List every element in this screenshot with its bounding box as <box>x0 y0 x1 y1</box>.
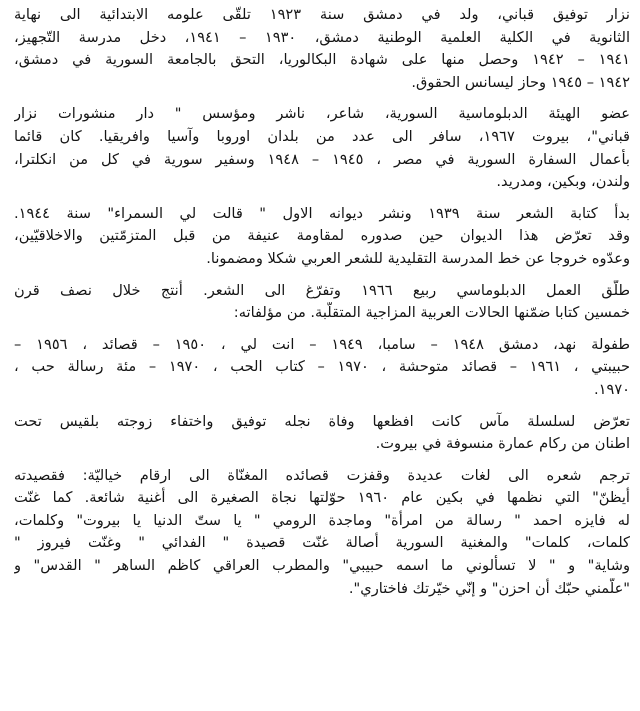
text-line: ولندن، وبكين، ومدريد. <box>496 173 630 191</box>
paragraph-translations-songs <box>14 465 630 601</box>
paragraph-tragedies <box>14 411 630 456</box>
text-line: أيظنّ" التي نظمها في بكين عام ١٩٦٠ حوّلتها نجاة الصغيرة الى أغنية شائعة. كما غنّت <box>14 489 630 507</box>
text-line: وعدّوه خروجا عن خط المدرسة التقليدية للشعر العربي شكلا ومضمونا. <box>206 249 630 267</box>
paragraph-diplomatic-career <box>14 103 630 193</box>
text-line: ١٩٤٢ – ١٩٤٥ وحاز ليسانس الحقوق. <box>411 73 630 91</box>
text-line: طلّق العمل الدبلوماسي ربيع ١٩٦٦ وتفرّغ الى الشعر. أنتج خلال نصف قرن <box>14 281 630 299</box>
text-line: بأعمال السفارة السورية في مصر ، ١٩٤٥ – ١٩٤٨ وسفير سورية في كل من انكلترا، <box>14 150 630 168</box>
text-line: ١٩٤١ – ١٩٤٢ وحصل منها على شهادة البكالوريا، التحق بالجامعة السورية في دمشق، <box>14 51 630 69</box>
text-line: طفولة نهد، دمشق ١٩٤٨ – سامبا، ١٩٤٩ – انت لي ، ١٩٥٠ – قصائد ، ١٩٥٦ – <box>14 335 630 353</box>
text-line: تعرّض لسلسلة مآس كانت افظعها وفاة نجله توفيق واختفاء زوجته بلقيس تحت <box>14 412 630 430</box>
paragraph-early-life <box>14 4 630 94</box>
text-line: الثانوية في الكلية العلمية الوطنية دمشق، ١٩٣٠ – ١٩٤١، دخل مدرسة التّجهيز، <box>14 28 630 46</box>
text-line: كلمات، كلمات" والمغنية السورية أصالة غنّت قصيدة " الفدائي " وغنّت فيروز " <box>14 534 630 552</box>
text-line: نزار توفيق قباني، ولد في دمشق سنة ١٩٢٣ تلقّى علومه الابتدائية الى نهاية <box>14 6 630 23</box>
text-line: خمسين كتابا ضمّنها الحالات العربية المزاجية المتقلّبة. من مؤلفاته: <box>233 304 630 322</box>
text-line: بدأ كتابة الشعر سنة ١٩٣٩ ونشر ديوانه الاول " قالت لي السمراء" سنة ١٩٤٤. <box>14 204 630 222</box>
text-line: له فايزه احمد " رسالة من امرأة" وماجدة الرومي " يا ستّ الدنيا يا بيروت" وكلمات، <box>14 511 630 529</box>
paragraph-works-list <box>14 334 630 402</box>
paragraph-first-collection <box>14 203 630 271</box>
text-line: قباني"، بيروت ١٩٦٧، سافر الى عدد من بلدان اوروبا وآسيا وافريقيا. كان قائما <box>14 127 630 145</box>
text-line: ترجم شعره الى لغات عديدة وقفزت قصائده المغنّاة الى ارقام خياليّة: فقصيدته <box>14 466 630 484</box>
text-line: اطنان من ركام عمارة منسوفة في بيروت. <box>375 435 630 453</box>
text-line: ١٩٧٠. <box>594 380 630 398</box>
paragraph-full-time-poetry <box>14 280 630 325</box>
text-line: وشاية" و " لا تسألوني ما اسمه حبيبي" والمطرب العراقي كاظم الساهر " القدس" و <box>14 557 630 575</box>
text-line: عضو الهيئة الدبلوماسية السورية، شاعر، ناشر ومؤسس " دار منشورات نزار <box>14 105 630 123</box>
text-line: وقد تعرّض هذا الديوان حين صدوره لمقاومة عنيفة من قبل المتزمّتين والاخلاقيّين، <box>14 227 630 245</box>
text-line: "علّمني حبّك أن احزن" و إنّي خيّرتك فاختاري". <box>348 579 630 597</box>
text-line: حبيبتي ، ١٩٦١ – قصائد متوحشة ، ١٩٧٠ – كتاب الحب ، ١٩٧٠ – مئة رسالة حب ، <box>14 358 630 376</box>
